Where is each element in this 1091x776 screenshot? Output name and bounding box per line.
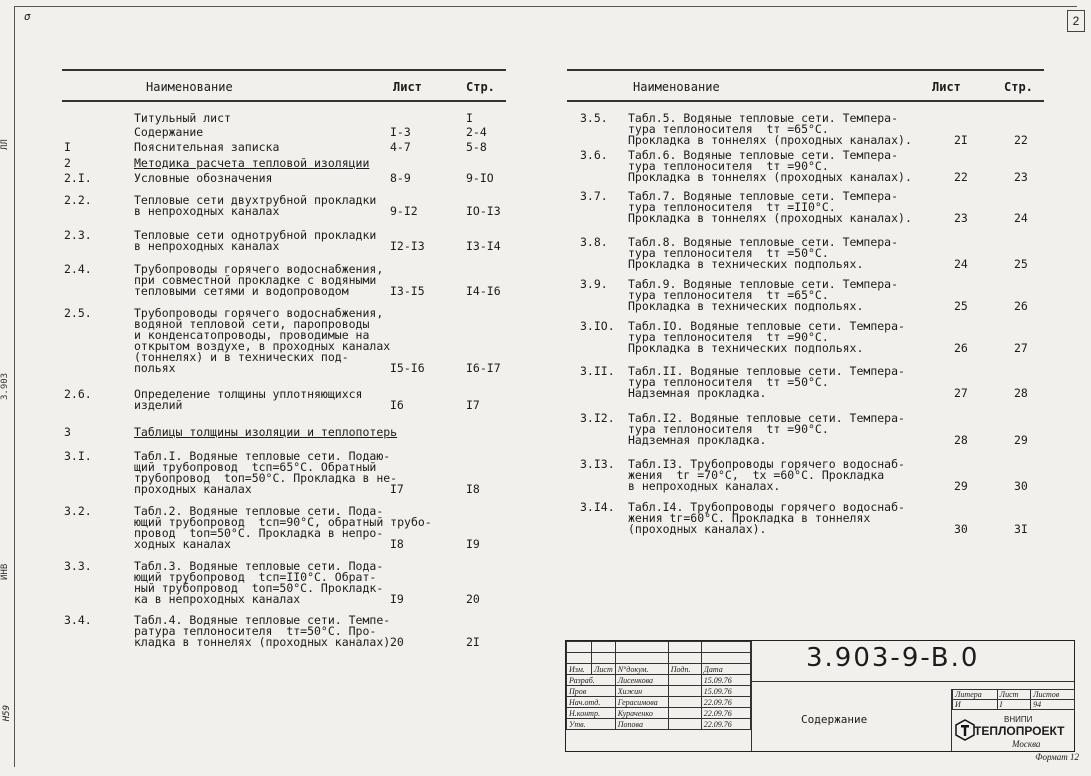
section-number: 3.6. [580, 148, 608, 162]
section-title: Табл.5. Водяные тепловые сети. Темпера- тура теплоносителя tт =65°C. Прокладка в тоннелях (проходных каналах). [628, 111, 912, 147]
section-title: Табл.8. Водяные тепловые сети. Темпера- тура теплоносителя tт =50°C. Прокладка в технических подпольях. [628, 235, 899, 271]
section-title: Табл.II. Водяные тепловые сети. Темпера- тура теплоносителя tт =50°C. Надземная прокладка. [628, 364, 905, 400]
left-header-name: Наименование [146, 80, 233, 94]
role-cell: Нач.отд. [567, 697, 616, 708]
name-cell: Хижин [615, 686, 668, 697]
section-number: 2.2. [64, 193, 92, 207]
page-number-cell: 2I [466, 635, 480, 649]
role-cell: Н.контр. [567, 708, 616, 719]
sheet-number: 22 [954, 170, 968, 184]
section-title: Табл.3. Водяные тепловые сети. Пода- ющий трубопровод tсп=II0°C. Обрат- ный трубопровод tоп=50°C. Прокладк- ка в непроходных каналах [134, 559, 384, 606]
date-cell: 22.09.76 [701, 719, 750, 730]
stamp-divider [751, 641, 752, 751]
right-row [580, 113, 1050, 146]
page-number-cell: 23 [1014, 170, 1028, 184]
sheet-number: 20 [390, 635, 404, 649]
section-title: Табл.9. Водяные тепловые сети. Темпера- тура теплоносителя tт =65°C. Прокладка в технических подпольях. [628, 277, 899, 313]
left-header-page: Стр. [466, 80, 495, 94]
section-title: Табл.IO. Водяные тепловые сети. Темпера- тура теплоносителя tт =90°C. Прокладка в технических подпольях. [628, 319, 905, 355]
left-row [64, 158, 508, 169]
role-cell: Разраб. [567, 675, 616, 686]
org-city: Москва [1012, 739, 1041, 749]
left-row [64, 615, 508, 648]
page-number-cell: 22 [1014, 133, 1028, 147]
left-row [64, 451, 508, 495]
page-number-cell: 20 [466, 592, 480, 606]
page-number-cell: 2-4 [466, 125, 487, 139]
section-title: Табл.I4. Трубопроводы горячего водоснаб- жения tг=60°C. Прокладка в тоннелях (проходных каналах). [628, 500, 905, 536]
sheet-number: I5-I6 [390, 361, 425, 375]
date-cell: 22.09.76 [701, 697, 750, 708]
org-block [951, 689, 1075, 751]
right-row [580, 191, 1050, 224]
side-mark-lower: ИНВ [0, 563, 10, 580]
page-number: 2 [1067, 10, 1085, 32]
page-number-cell: 30 [1014, 479, 1028, 493]
section-title: Табл.7. Водяные тепловые сети. Темпера- тура теплоносителя tт =II0°C. Прокладка в тоннелях (проходных каналах). [628, 189, 912, 225]
page-number-cell: I3-I4 [466, 239, 501, 253]
org-name: ТЕПЛОПРОЕКТ [974, 724, 1065, 738]
sheet-number: 28 [954, 433, 968, 447]
litera-header: Литера [953, 690, 998, 700]
sheet-number: 9-I2 [390, 204, 418, 218]
page-number-cell: 27 [1014, 341, 1028, 355]
sheet-number: 25 [954, 299, 968, 313]
right-header-list: Лист [932, 80, 961, 94]
section-number: 3.9. [580, 277, 608, 291]
section-title: Методика расчета тепловой изоляции [134, 156, 370, 170]
sheet-number: 27 [954, 386, 968, 400]
col-header-list: Лист [592, 664, 616, 675]
section-title: Табл.2. Водяные тепловые сети. Пода- ющий трубопровод tсп=90°C, обратный трубо- провод tоп=50°C. Прокладка в непро- ходных каналах [134, 504, 432, 551]
left-row [64, 195, 508, 217]
section-number: 3.7. [580, 189, 608, 203]
page-number-cell: I7 [466, 398, 480, 412]
page-number-cell: 3I [1014, 522, 1028, 536]
date-cell: 22.09.76 [701, 708, 750, 719]
section-number: I [64, 140, 71, 154]
sheet-value: I [997, 700, 1030, 710]
section-title: Табл.I2. Водяные тепловые сети. Темпера- тура теплоносителя tт =90°C. Надземная прокладка. [628, 411, 905, 447]
revision-grid [566, 641, 751, 730]
sheet-number: 30 [954, 522, 968, 536]
page-number-cell: 28 [1014, 386, 1028, 400]
section-title: Табл.6. Водяные тепловые сети. Темпера- тура теплоносителя tт =90°C. Прокладка в тоннелях (проходных каналах). [628, 148, 912, 184]
stamp-hline [751, 681, 1074, 682]
section-title: Определение толщины уплотняющихся изделий [134, 387, 363, 412]
right-row [580, 502, 1050, 535]
left-header-top-rule [62, 69, 506, 71]
section-number: 3.I2. [580, 411, 615, 425]
document-title: Содержание [801, 713, 868, 726]
section-number: 3.II. [580, 364, 615, 378]
sheet-number: 8-9 [390, 171, 411, 185]
sheet-number: 2I [954, 133, 968, 147]
page-number-cell: I4-I6 [466, 284, 501, 298]
role-cell: Пров [567, 686, 616, 697]
left-row [64, 561, 508, 605]
right-header-top-rule [567, 69, 1044, 71]
page-number-cell: IO-I3 [466, 204, 501, 218]
format-label: Формат 12 [1035, 752, 1079, 762]
corner-bottom-mark: Н59 [2, 705, 12, 722]
page-number-cell: I8 [466, 482, 480, 496]
sheet-header: Лист [997, 690, 1030, 700]
name-cell: Попова [615, 719, 668, 730]
left-header-list: Лист [393, 80, 422, 94]
section-title: Трубопроводы горячего водоснабжения, водяной тепловой сети, паропроводы и конденсатопроводы, проводимые на открытом воздухе, в проходных каналах (тоннелях) и в технических под- польях [134, 306, 391, 375]
right-header-page: Стр. [1004, 80, 1033, 94]
left-row [64, 113, 508, 124]
left-row [64, 427, 508, 438]
section-title: Тепловые сети двухтрубной прокладки в непроходных каналах [134, 193, 377, 218]
col-header-doc: N°докум. [615, 664, 668, 675]
title-block [565, 640, 1075, 752]
side-mark-top: ЛЛ [0, 139, 10, 150]
sheet-number: 4-7 [390, 140, 411, 154]
right-row [580, 459, 1050, 492]
sheet-info-grid [952, 689, 1075, 710]
section-number: 3 [64, 425, 71, 439]
sheet-number: I9 [390, 592, 404, 606]
left-row [64, 264, 508, 297]
section-title: Табл.I. Водяные тепловые сети. Подаю- щий трубопровод tсп=65°C. Обратный трубопровод tоп=50°C. Прокладка в не- проходных каналах [134, 449, 398, 496]
sheets-header: Листов [1031, 690, 1075, 700]
sheet-number: I7 [390, 482, 404, 496]
section-number: 3.5. [580, 111, 608, 125]
sheet-number: I-3 [390, 125, 411, 139]
section-number: 2.3. [64, 228, 92, 242]
section-number: 2 [64, 156, 71, 170]
left-row [64, 127, 508, 138]
page-number-cell: 26 [1014, 299, 1028, 313]
section-title: Титульный лист [134, 111, 231, 125]
right-row [580, 321, 1050, 354]
sheet-number: I6 [390, 398, 404, 412]
litera-value: И [953, 700, 998, 710]
section-number: 3.I. [64, 449, 92, 463]
page-number-cell: I [466, 111, 473, 125]
col-header-sign: Подп. [668, 664, 701, 675]
sheet-number: I8 [390, 537, 404, 551]
side-mark-middle: 3.903 [0, 372, 10, 400]
section-number: 2.4. [64, 262, 92, 276]
left-row [64, 389, 508, 411]
sheet-number: 26 [954, 341, 968, 355]
page-number-cell: 25 [1014, 257, 1028, 271]
section-title: Таблицы толщины изоляции и теплопотерь [134, 425, 398, 439]
section-number: 3.I3. [580, 457, 615, 471]
left-header-bottom-rule [62, 100, 506, 102]
sheet-number: 24 [954, 257, 968, 271]
section-number: 2.5. [64, 306, 92, 320]
section-number: 3.3. [64, 559, 92, 573]
section-title: Условные обозначения [134, 171, 273, 185]
section-number: 2.6. [64, 387, 92, 401]
section-title: Трубопроводы горячего водоснабжения, при совместной прокладке с водяными тепловыми сетями и водопроводом [134, 262, 384, 298]
col-header-date: Дата [701, 664, 750, 675]
right-header-name: Наименование [633, 80, 720, 94]
role-cell: Утв. [567, 719, 616, 730]
org-logo-icon [955, 719, 975, 741]
right-row [580, 413, 1050, 446]
date-cell: 15.09.76 [701, 675, 750, 686]
left-row [64, 230, 508, 252]
section-number: 2.I. [64, 171, 92, 185]
col-header-izm: Изм. [567, 664, 592, 675]
date-cell: 15.09.76 [701, 686, 750, 697]
page-number-cell: 9-IO [466, 171, 494, 185]
left-row [64, 142, 508, 153]
name-cell: Кураченко [615, 708, 668, 719]
corner-mark: σ [24, 10, 31, 23]
left-row [64, 506, 508, 550]
section-number: 3.2. [64, 504, 92, 518]
name-cell: Лисенкова [615, 675, 668, 686]
section-number: 3.8. [580, 235, 608, 249]
right-row [580, 150, 1050, 183]
left-row [64, 173, 508, 184]
page-number-cell: 24 [1014, 211, 1028, 225]
document-code: 3.903-9-B.0 [806, 643, 980, 673]
right-row [580, 279, 1050, 312]
page-number-cell: I6-I7 [466, 361, 501, 375]
right-header-bottom-rule [567, 100, 1044, 102]
org-short-name: ВНИПИ [1004, 715, 1033, 724]
sheet-number: 23 [954, 211, 968, 225]
sheet-number: 29 [954, 479, 968, 493]
section-title: Тепловые сети однотрубной прокладки в непроходных каналах [134, 228, 377, 253]
section-number: 3.IO. [580, 319, 615, 333]
sheet-number: I2-I3 [390, 239, 425, 253]
page-number-cell: 29 [1014, 433, 1028, 447]
sheet-number: I3-I5 [390, 284, 425, 298]
right-row [580, 237, 1050, 270]
sheets-value: 94 [1031, 700, 1075, 710]
page-number-cell: I9 [466, 537, 480, 551]
section-number: 3.I4. [580, 500, 615, 514]
section-title: Табл.4. Водяные тепловые сети. Темпе- ратура теплоносителя tт=50°C. Про- кладка в тоннелях (проходных каналах) [134, 613, 391, 649]
left-row [64, 308, 508, 374]
right-row [580, 366, 1050, 399]
name-cell: Герасимова [615, 697, 668, 708]
section-title: Пояснительная записка [134, 140, 280, 154]
section-title: Содержание [134, 125, 204, 139]
section-number: 3.4. [64, 613, 92, 627]
page-number-cell: 5-8 [466, 140, 487, 154]
section-title: Табл.I3. Трубопроводы горячего водоснаб- жения tг =70°C, tх =60°C. Прокладка в непроходных каналах. [628, 457, 905, 493]
